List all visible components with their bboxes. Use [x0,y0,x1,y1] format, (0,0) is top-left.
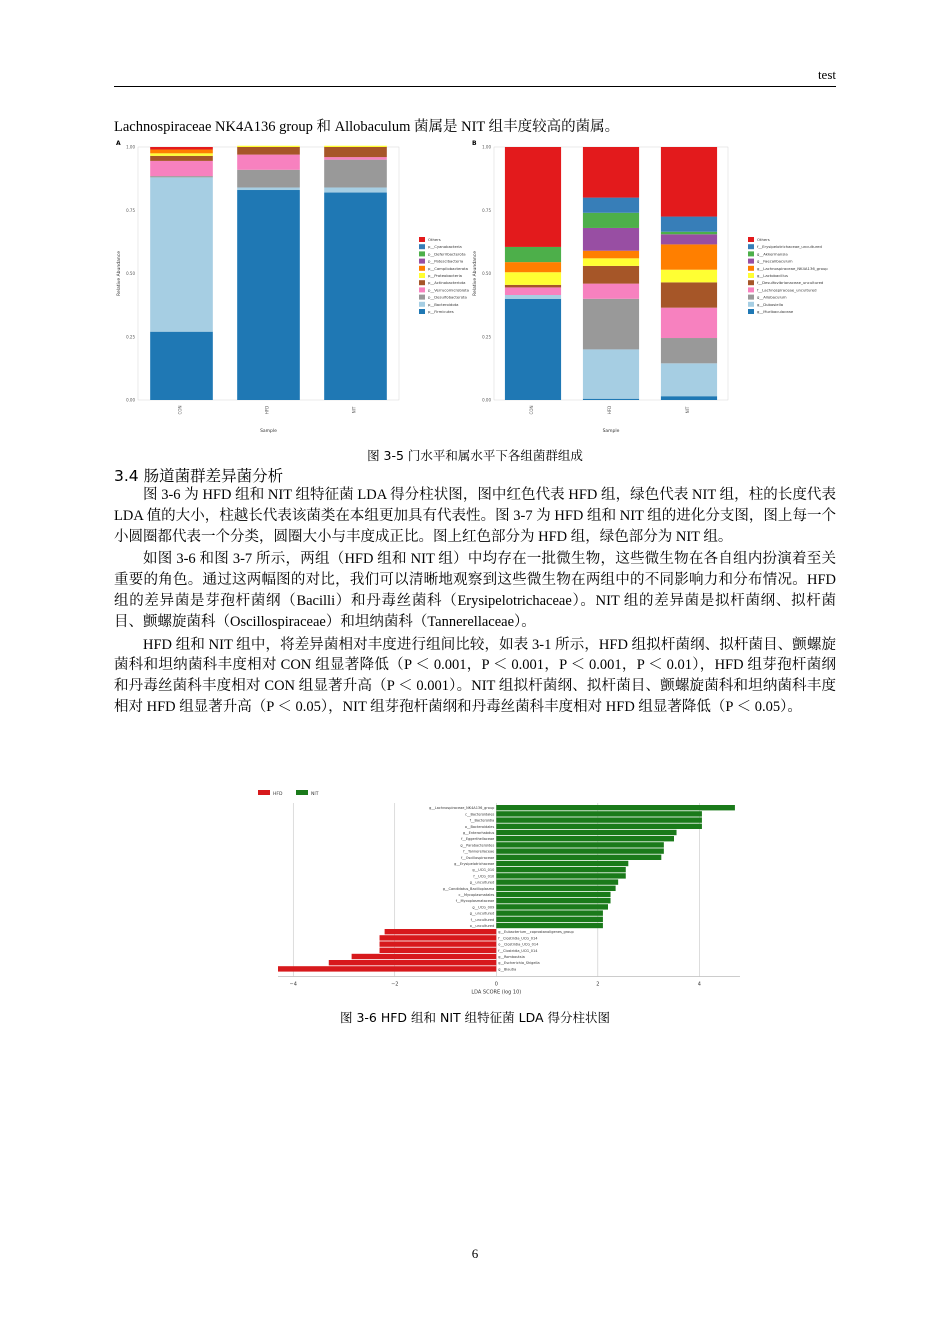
legend-label: p__Campilobacterota [428,265,468,271]
legend-swatch [748,273,754,278]
stacked-bar-segment [150,332,213,400]
stacked-bar-segment [505,285,561,288]
legend-label: HFD [273,792,283,797]
nit-bar [496,817,702,822]
stacked-bar-segment [583,198,639,213]
stacked-bar-segment [324,157,387,160]
y-tick-label: 0.75 [482,207,491,213]
x-tick-label: 0 [494,981,498,988]
hfd-bar-label: g__Romboutsia [498,955,525,959]
legend-label: p__Patescibacteria [428,258,464,264]
legend-label: g__Muribaculaceae [757,309,794,314]
nit-bar [496,805,735,810]
stacked-bar-segment [324,147,387,157]
stacked-bar-segment [661,234,717,244]
hfd-bar [380,941,497,946]
stacked-bar-segment [505,295,561,299]
nit-bar-label: f__Eggerthellaceae [461,837,495,842]
stacked-bar-segment [505,262,561,272]
stacked-bar-segment [583,251,639,259]
legend-label: f__Desulfovibrionaceae_uncultured [757,280,824,286]
stacked-bar-segment [505,147,561,247]
hfd-bar-label: f__Clostridia_UCG_014 [498,936,538,941]
stacked-bar-segment [324,187,387,192]
stacked-bar-segment [661,308,717,338]
legend-swatch [296,790,308,795]
stacked-bar-segment [150,156,213,161]
legend-label: g__Faecalibaculum [757,258,793,264]
nit-bar [496,917,603,922]
stacked-bar-segment [583,299,639,350]
hfd-bar [329,960,497,965]
figure-3-5-panel-a [114,140,469,440]
legend-swatch [419,273,425,278]
legend-label: p__Firmicutes [428,309,454,314]
hfd-bar [380,935,497,940]
stacked-bar-segment [661,363,717,396]
nit-bar [496,824,702,829]
x-axis-label: LDA SCORE (log 10) [471,989,522,996]
legend-swatch [419,280,425,285]
stacked-bar-segment [324,146,387,147]
x-tick-label: NIT [351,406,357,414]
page-header [114,67,836,87]
legend-swatch [748,280,754,285]
stacked-bar-segment [237,147,300,155]
legend-swatch [419,259,425,264]
nit-bar [496,811,702,816]
nit-bar [496,923,603,928]
x-tick-label: 4 [697,981,701,988]
paragraph-2: 如图 3-6 和图 3-7 所示，两组（HFD 组和 NIT 组）中均存在一批微生物，这些微生物在各自组内扮演着至关重要的角色。通过这两幅图的对比，我们可以清晰地观察到这些微生物在两组中的不同影响力和分布情况。HFD 组的差异菌是芽孢杆菌纲（Bacilli）和丹毒丝菌科（Erysipelotrichaceae）。NIT 组的差异菌是拟杆菌纲、拟杆菌目、颤螺旋菌科（Oscillospiraceae）和坦纳菌科（Tannerellaceae）。 [114,551,836,630]
hfd-bar-label: f__Clostridia_UCG_014 [498,948,538,953]
nit-bar [496,842,664,847]
paragraph-1: 图 3-6 为 HFD 组和 NIT 组特征菌 LDA 得分柱状图，图中红色代表 HFD 组，绿色代表 NIT 组，柱的长度代表 LDA 值的大小，柱越长代表该菌类在本组更加具有代表性。图 3-7 为 HFD 组和 NIT 组的进化分支图，图上每一个小圆圈都代表一个分类，圆圈大小与丰度成正比。图上红色部分为 HFD 组，绿色部分为 NIT 组。 [114,487,836,545]
stacked-bar-segment [505,272,561,285]
stacked-bar-segment [583,266,639,284]
stacked-bar-segment [661,338,717,363]
nit-bar-label: g__uncultured [469,911,495,916]
stacked-bar-segment [583,147,639,198]
legend-swatch [748,266,754,271]
stacked-bar-segment [237,155,300,170]
legend-swatch [748,287,754,292]
legend-label: p__Verrucomicrobiota [428,287,469,293]
stacked-bar-segment [661,232,717,235]
legend-swatch [748,244,754,249]
panel-label: B [472,140,477,147]
stacked-bar-segment [505,247,561,262]
stacked-bar-segment [583,284,639,299]
legend-label: g__Akkermansia [757,251,788,257]
nit-bar-label: g__Candidatus_Bacilloplasma [442,886,495,891]
panel-label: A [116,140,121,147]
stacked-bar-segment [237,170,300,188]
x-tick-label: NIT [685,406,690,414]
nit-bar [496,861,628,866]
legend-label: g__Lachnospiraceae_NK4A136_group [757,265,828,271]
page-number: 6 [471,1246,479,1261]
nit-bar-label: f__Oscillospiraceae [461,855,495,860]
legend-label: f__Lachnospiraceae_uncultured [757,287,817,293]
figure-3-6-lda-chart [250,785,760,1005]
y-axis-label: Relative Abundance [473,251,478,296]
nit-bar [496,879,618,884]
stacked-bar-segment [150,153,213,156]
nit-bar [496,855,661,860]
stacked-bar-segment [150,147,213,150]
nit-bar-label: g__Lachnospiraceae_NK4A136_group [429,806,495,811]
stacked-bar-segment [150,150,213,154]
nit-bar [496,910,603,915]
legend-label: p__Desulfobacterota [428,294,467,300]
legend-swatch [419,237,425,242]
nit-bar [496,886,615,891]
stacked-bar-segment [661,244,717,269]
legend-swatch [419,251,425,256]
legend-swatch [748,237,754,242]
intro-text: Lachnospiraceae NK4A136 group 和 Allobaculum 菌属是 NIT 组丰度较高的菌属。 [114,119,620,135]
y-tick-label: 0.75 [126,207,135,213]
nit-bar [496,830,676,835]
legend-label: p__Bacteroidota [428,301,459,307]
legend-label: g__Dubosiella [757,301,784,307]
legend-label: p__Deferribacterota [428,251,466,257]
legend-swatch [419,244,425,249]
nit-bar-label: c__Mycoplasmatales [458,893,495,897]
hfd-bar-label: o__Clostridia_UCG_014 [498,942,539,947]
nit-bar-label: o__Bacteroidales [464,824,495,829]
x-tick-label: −4 [289,981,297,988]
hfd-bar [278,966,496,971]
nit-bar-label: f__uncultured [470,917,495,922]
y-axis-label: Relative Abundance [117,251,122,296]
y-tick-label: 0.50 [482,271,491,276]
y-tick-label: 1.00 [126,144,135,150]
legend-swatch [419,287,425,292]
legend-label: Others [428,237,441,242]
y-tick-label: 0.00 [482,397,491,403]
legend-label: p__Cyanobacteria [428,244,462,250]
stacked-bar-segment [324,193,387,400]
y-tick-label: 0.00 [126,397,135,403]
stacked-bar-segment [661,217,717,232]
nit-bar [496,892,610,897]
stacked-bar-segment [661,282,717,307]
legend-swatch [748,259,754,264]
nit-bar-label: g__Parabacteroides [460,843,495,848]
x-axis-label: Sample [260,429,277,434]
stacked-bar-segment [150,176,213,177]
y-tick-label: 0.25 [126,334,135,340]
legend-swatch [748,309,754,314]
nit-bar [496,904,608,909]
legend-swatch [419,309,425,314]
figure-3-5-caption: 图 3-5 门水平和属水平下各组菌群组成 [367,448,583,463]
y-tick-label: 1.00 [482,144,491,150]
legend-label: p__Proteobacteria [428,273,462,278]
hfd-bar [352,954,497,959]
nit-bar [496,867,625,872]
stacked-bar-segment [505,287,561,295]
x-tick-label: −2 [391,981,399,988]
x-tick-label: 2 [596,981,600,988]
legend-label: p__Actinobacteriota [428,280,466,286]
nit-bar-label: g__UCG_009 [472,905,495,910]
stacked-bar-segment [661,147,717,217]
legend-label: NIT [311,792,319,797]
hfd-bar-label: g__Eubacterium__coprostanoligenes_group [498,930,574,935]
stacked-bar-segment [583,228,639,251]
x-tick-label: CON [177,405,183,415]
hfd-bar-label: g__Blautia [498,967,517,972]
legend-label: Others [757,237,770,242]
nit-bar-label: g__uncultured [469,880,495,885]
hfd-bar [380,948,497,953]
nit-bar-label: g__Enterorhabdus [462,831,495,835]
nit-bar-label: g__UCG_010 [472,868,495,873]
stacked-bar-segment [583,399,639,400]
nit-bar-label: f__UCG_010 [473,874,495,879]
paragraph-3: HFD 组和 NIT 组中，将差异菌相对丰度进行组间比较，如表 3-1 所示，HFD 组拟杆菌纲、拟杆菌目、颤螺旋菌科和坦纳菌科丰度相对 CON 组显著降低（P ＜ 0.001，P ＜ 0.001，P ＜ 0.001，P ＜ 0.01），HFD 组芽孢杆菌纲和丹毒丝菌科丰度相对 CON 组显著升高（P ＜ 0.001）。NIT 组拟杆菌纲、拟杆菌目、颤螺旋菌科和坦纳菌科丰度相对 HFD 组显著升高（P ＜ 0.05），NIT 组芽孢杆菌纲和丹毒丝菌科丰度相对 HFD 组显著降低（P ＜ 0.05）。 [114,636,836,715]
legend-swatch [748,295,754,300]
stacked-bar-segment [237,146,300,147]
figure-3-6-caption: 图 3-6 HFD 组和 NIT 组特征菌 LDA 得分柱状图 [339,1010,611,1025]
nit-bar-label: g__Erysipelotrichaceae [454,862,495,866]
nit-bar [496,836,674,841]
stacked-bar-segment [661,270,717,283]
y-tick-label: 0.25 [482,334,491,340]
nit-bar [496,873,625,878]
stacked-bar-segment [583,213,639,228]
stacked-bar-segment [583,349,639,398]
legend-swatch [748,302,754,307]
stacked-bar-segment [237,187,300,190]
nit-bar-label: o__uncultured [469,924,495,928]
stacked-bar-segment [237,190,300,400]
legend-swatch [748,251,754,256]
figure-3-5-panel-b [470,142,834,440]
nit-bar-label: c__Bacteroidales [465,812,495,817]
legend-swatch [419,266,425,271]
header-text: test [817,67,836,82]
legend-label: g__Allobaculum [757,294,787,300]
body-text [114,485,836,720]
legend-swatch [419,302,425,307]
legend-swatch [258,790,270,795]
hfd-bar-label: g__Escherichia_Shigella [498,961,540,966]
hfd-bar [385,929,497,934]
stacked-bar-segment [324,160,387,188]
nit-bar-label: f__Mycoplasmataceae [455,899,495,904]
x-tick-label: HFD [607,405,612,415]
x-axis-label: Sample [602,429,620,434]
nit-bar-label: f__Bacteroidia [469,818,495,823]
section-title: 3.4 肠道菌群差异菌分析 [114,467,284,485]
x-tick-label: HFD [264,405,270,415]
stacked-bar-segment [661,396,717,400]
legend-swatch [419,295,425,300]
stacked-bar-segment [150,177,213,331]
nit-bar [496,848,664,853]
stacked-bar-segment [150,161,213,176]
x-tick-label: CON [529,405,534,415]
y-tick-label: 0.50 [126,271,135,276]
stacked-bar-segment [583,258,639,266]
nit-bar-label: f__Tannerellaceae [463,849,495,854]
nit-bar [496,898,610,903]
legend-label: f__Erysipelotrichaceae_uncultured [757,244,822,250]
stacked-bar-segment [505,299,561,400]
legend-label: g__Lactobacillus [757,273,788,278]
